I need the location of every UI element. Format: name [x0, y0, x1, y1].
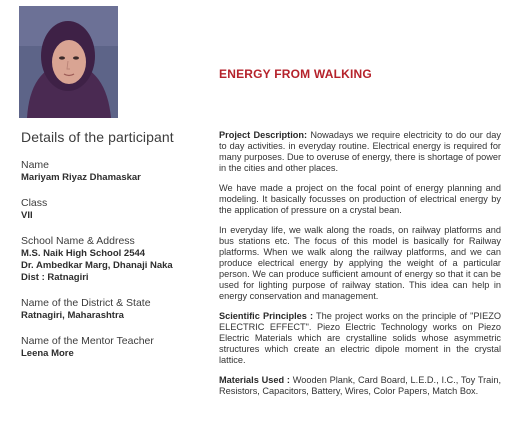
field-value-line: Dist : Ratnagiri [21, 272, 89, 283]
participant-details [21, 129, 211, 373]
details-heading: Details of the participant [21, 129, 174, 145]
field-label: Class [21, 197, 48, 209]
participant-photo [19, 6, 118, 118]
body-paragraph [219, 225, 501, 302]
field-label: Name [21, 159, 50, 171]
field-name [21, 159, 211, 184]
field-label: Name of the Mentor Teacher [21, 335, 154, 347]
field-value-line: Dr. Ambedkar Marg, Dhanaji Naka [21, 260, 173, 271]
project-title: ENERGY FROM WALKING [219, 67, 372, 81]
section-text: We have made a project on the focal point of energy planning and modeling. It basically focusses on production of electrical energy by the application of pressure on a crystal bean. [219, 183, 501, 215]
field-value: Mariyam Riyaz Dhamaskar [21, 172, 141, 183]
field-mentor [21, 335, 211, 360]
section-text: Nowadays we require electricity to do our day to day activities. in everyday routine. Electrical energy is required for many purposes. Due to overuse of energy, there is shortage of power in the cities and other places. [219, 130, 501, 173]
portrait-image [19, 6, 118, 118]
field-label: School Name & Address [21, 235, 135, 247]
field-label: Name of the District & State [21, 297, 151, 309]
section-heading: Project Description: [219, 130, 308, 140]
scientific-principles-paragraph [219, 311, 501, 366]
field-value: Ratnagiri, Maharashtra [21, 310, 124, 321]
section-heading: Scientific Principles : [219, 311, 314, 321]
section-heading: Materials Used : [219, 375, 290, 385]
section-text: Wooden Plank, Card Board, L.E.D., I.C., Toy Train, Resistors, Capacitors, Battery, Wires, Color Papers, Match Box. [219, 375, 501, 396]
body-paragraph [219, 183, 501, 216]
project-description-paragraph [219, 130, 501, 174]
materials-used-paragraph [219, 375, 501, 397]
section-text: The project works on the principle of "PIEZO ELECTRIC EFFECT". Piezo Electric Technology works on Piezo Electric Materials which are crystalline solids whose asymmetric structures which create an electric dipole moment in the crystal lattice. [219, 311, 501, 365]
field-district-state [21, 297, 211, 322]
field-value: VII [21, 210, 33, 221]
field-school [21, 235, 211, 284]
project-body [219, 130, 501, 406]
field-value-line: M.S. Naik High School 2544 [21, 248, 146, 259]
field-value: Leena More [21, 348, 74, 359]
section-text: In everyday life, we walk along the roads, on railway platforms and bus stations etc. The focus of this model is basically for Railway platforms. When we walk along the railway platforms, and we can produce electrical energy by applying the weight of a particular person. We can produce sufficient amount of energy so that it can be used for lighting purpose of railway station. This idea can help in energy conservation and management. [219, 225, 501, 301]
field-class [21, 197, 211, 222]
